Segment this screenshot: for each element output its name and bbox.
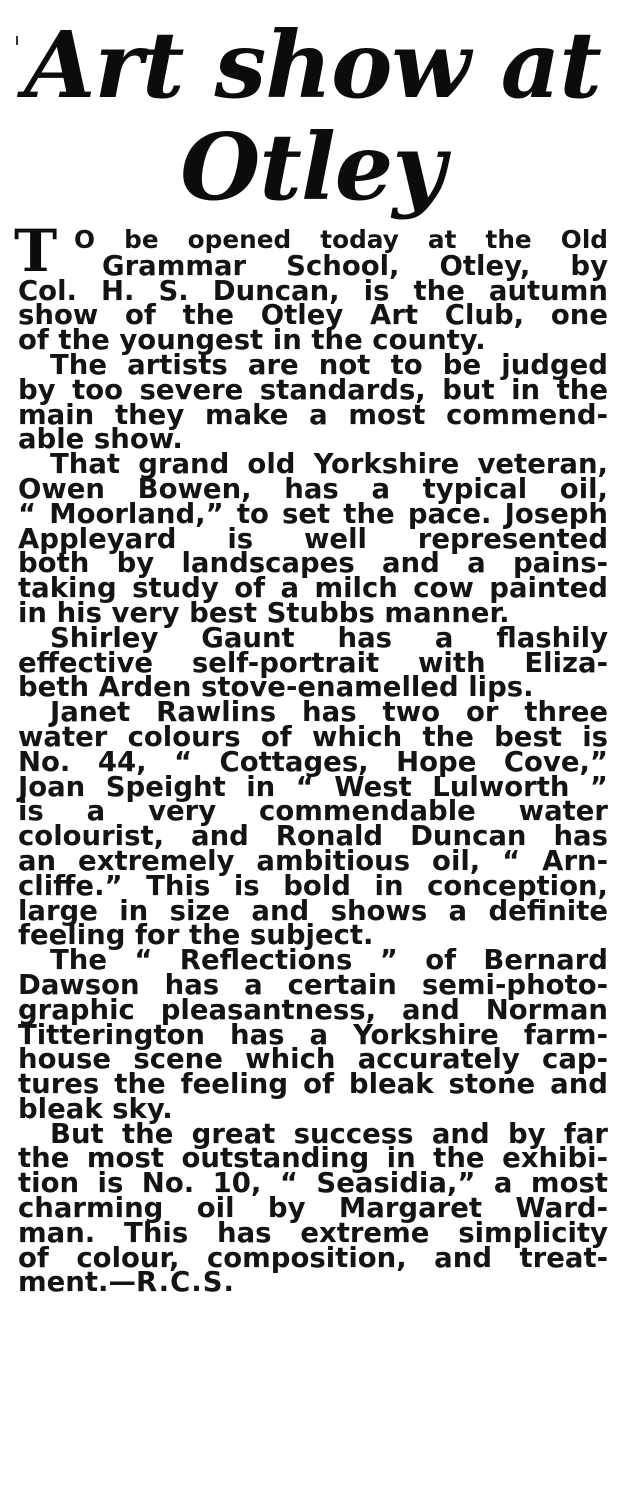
text-line: main they make a most commend- [18,398,608,431]
text-line: graphic pleasantness, and Norman [18,993,608,1026]
headline-line-2: Otley [180,113,445,221]
text-line: taking study of a milch cow painted [18,572,608,605]
text-line: show of the Otley Art Club, one [18,299,608,332]
text-span: ment.— [18,1266,136,1299]
text-line: Titterington has a Yorkshire farm- [18,1018,608,1051]
text-line: bleak sky. [18,1092,173,1125]
text-line: The “ Reflections ” of Bernard [50,944,608,977]
text-line: Shirley Gaunt has a flashily [50,621,608,654]
text-line: both by landscapes and a pains- [18,547,608,580]
drop-cap: T [14,217,58,285]
article-headline [0,11,625,221]
text-line: able show. [18,423,183,456]
paragraph-1 [14,217,608,357]
text-line: Appleyard is well represented [18,522,608,555]
text-line: No. 44, “ Cottages, Hope Cove,” [18,745,608,778]
text-line: man. This has extreme simplicity [18,1216,608,1249]
text-line: water colours of which the best is [18,720,608,753]
text-line: The artists are not to be judged [50,348,608,381]
text-line: cliffe.” This is bold in conception, [18,869,608,902]
paragraph-5 [18,696,608,952]
text-line: in his very best Stubbs manner. [18,596,510,629]
text-line: But the great success and by far [50,1117,608,1150]
paragraph-7 [18,1117,608,1299]
text-line: Dawson has a certain semi-photo- [18,968,608,1001]
text-line: is a very commendable water [18,795,608,828]
text-line: the most outstanding in the exhibi- [18,1142,608,1175]
text-line: an extremely ambitious oil, “ Arn- [18,844,608,877]
text-line: beth Arden stove-enamelled lips. [18,671,534,704]
text-line: Col. H. S. Duncan, is the autumn [18,274,608,307]
text-line: effective self-portrait with Eliza- [18,646,608,679]
headline-line-1: Art show at [24,11,601,119]
author-signature: R.C.S. [135,1266,235,1299]
paragraph-2 [18,348,608,456]
text-line: feeling for the subject. [18,919,374,952]
text-line: Grammar School, Otley, by [102,249,608,282]
text-line: tures the feeling of bleak stone and [18,1068,608,1101]
text-line: Owen Bowen, has a typical oil, [18,472,608,505]
text-line: tion is No. 10, “ Seasidia,” a most [18,1167,608,1200]
text-line: “ Moorland,” to set the pace. Joseph [18,497,608,530]
paragraph-3 [18,448,608,629]
text-line: That grand old Yorkshire veteran, [50,448,608,481]
text-line: house scene which accurately cap- [18,1043,608,1076]
text-line: of colour, composition, and treat- [18,1241,608,1274]
text-line: Janet Rawlins has two or three [50,696,608,729]
text-line: colourist, and Ronald Duncan has [18,820,608,853]
paragraph-4 [18,621,608,704]
paragraph-6 [18,944,608,1125]
article-body [14,217,608,1299]
text-line: of the youngest in the county. [18,324,486,357]
text-line: Joan Speight in “ West Lulworth ” [18,770,608,803]
text-line: by too severe standards, but in the [18,373,608,406]
text-line: large in size and shows a definite [18,894,608,927]
text-span: O be opened today at the Old [74,225,608,254]
text-line: charming oil by Margaret Ward- [18,1192,608,1225]
